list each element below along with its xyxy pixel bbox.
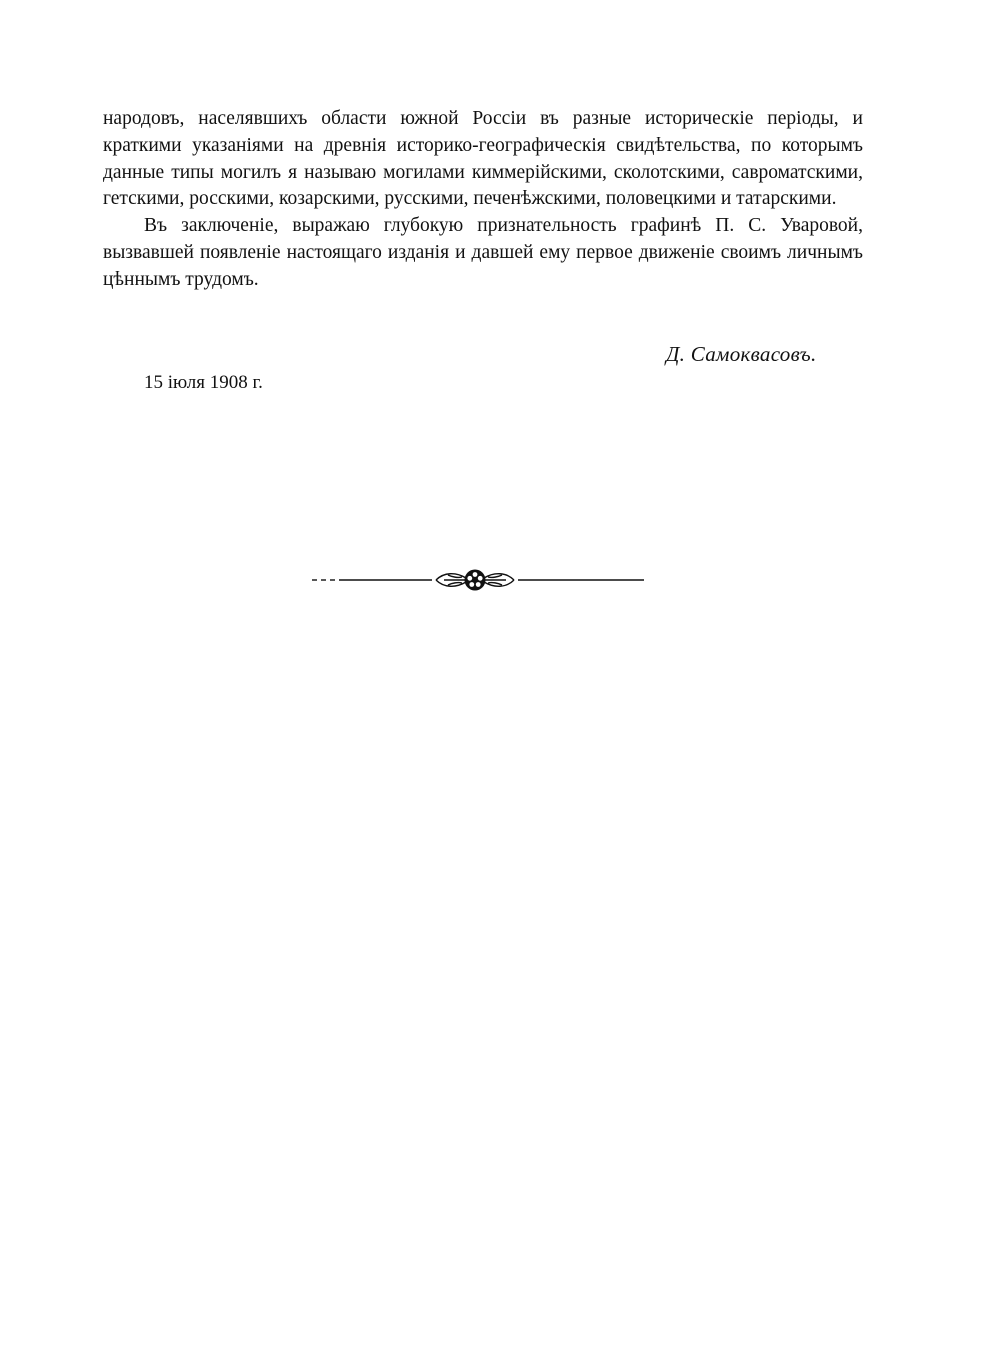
author-signature: Д. Самоквасовъ. <box>666 342 817 366</box>
document-date: 15 iюля 1908 г. <box>144 372 263 393</box>
body-text <box>103 106 863 294</box>
floral-rosette-ornament-icon <box>310 566 650 594</box>
paragraph-1: народовъ, населявшихъ области южной Россiи въ разные историческiе перiоды, и краткими указанiями на древнiя историко-географическiя свидѣтельства, по которымъ данные типы могилъ я называю могилами киммерiйскими, сколотскими, савроматскими, гетскими, росскими, козарскими, русскими, печенѣжскими, половецкими и татарскими. <box>103 108 863 210</box>
paragraph-2: Въ заключенiе, выражаю глубокую признательность графинѣ П. С. Уваровой, вызвавшей появленiе настоящаго изданiя и давшей ему первое движенiе своимъ личнымъ цѣннымъ трудомъ. <box>103 215 863 290</box>
